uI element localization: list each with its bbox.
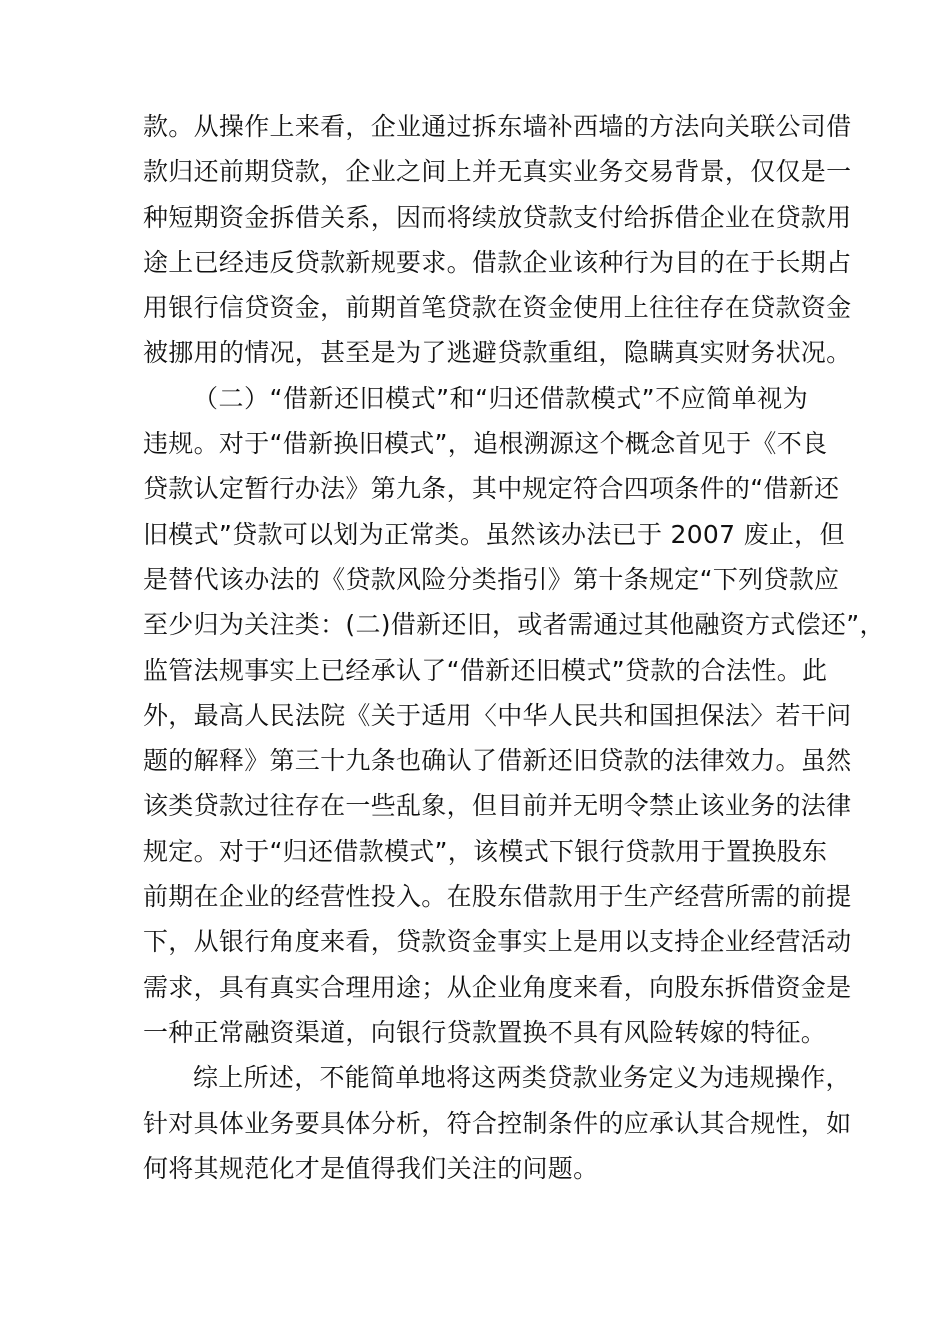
- paragraph-line: 针对具体业务要具体分析，符合控制条件的应承认其合规性，如: [143, 1108, 852, 1138]
- paragraph-line: 款。从操作上来看，企业通过拆东墙补西墙的方法向关联公司借: [143, 112, 852, 141]
- paragraph-line: 何将其规范化才是值得我们关注的问题。: [143, 1153, 599, 1183]
- paragraph-line: 途上已经违反贷款新规要求。借款企业该种行为目的在于长期占: [143, 247, 852, 277]
- paragraph-line: 至少归为关注类：(二)借新还旧，或者需通过其他融资方式偿还”，: [143, 610, 885, 640]
- paragraph-3: [143, 1055, 852, 1191]
- paragraph-line: 前期在企业的经营性投入。在股东借款用于生产经营所需的前提: [143, 882, 852, 912]
- paragraph-line: 款归还前期贷款，企业之间上并无真实业务交易背景，仅仅是一: [143, 157, 852, 187]
- paragraph-line: 用银行信贷资金，前期首笔贷款在资金使用上往往存在贷款资金: [143, 293, 852, 323]
- paragraph-line: 下，从银行角度来看，贷款资金事实上是用以支持企业经营活动: [143, 927, 852, 957]
- paragraph-line: 贷款认定暂行办法》第九条，其中规定符合四项条件的“借新还: [143, 474, 840, 504]
- paragraph-line: 该类贷款过往存在一些乱象，但目前并无明令禁止该业务的法律: [143, 791, 852, 821]
- paragraph-2: [143, 376, 885, 1055]
- paragraph-line: 规定。对于“归还借款模式”，该模式下银行贷款用于置换股东: [143, 836, 828, 866]
- paragraph-line: 综上所述，不能简单地将这两类贷款业务定义为违规操作，: [193, 1063, 851, 1093]
- paragraph-line: 种短期资金拆借关系，因而将续放贷款支付给拆借企业在贷款用: [143, 202, 852, 232]
- paragraph-line: 违规。对于“借新换旧模式”，追根溯源这个概念首见于《不良: [143, 429, 828, 459]
- paragraph-line: 旧模式”贷款可以划为正常类。虽然该办法已于 2007 废止，但: [143, 519, 845, 549]
- paragraph-line: （二）“借新还旧模式”和“归还借款模式”不应简单视为: [193, 383, 808, 413]
- paragraph-line: 监管法规事实上已经承认了“借新还旧模式”贷款的合法性。此: [143, 655, 828, 685]
- document-body: [143, 104, 885, 1191]
- paragraph-line: 是替代该办法的《贷款风险分类指引》第十条规定“下列贷款应: [143, 564, 840, 594]
- paragraph-line: 一种正常融资渠道，向银行贷款置换不具有风险转嫁的特征。: [143, 1017, 827, 1047]
- paragraph-1: [143, 104, 852, 376]
- paragraph-line: 外，最高人民法院《关于适用〈中华人民共和国担保法〉若干问: [143, 700, 852, 730]
- paragraph-line: 需求，具有真实合理用途；从企业角度来看，向股东拆借资金是: [143, 972, 852, 1002]
- paragraph-line: 被挪用的情况，甚至是为了逃避贷款重组，隐瞒真实财务状况。: [143, 338, 852, 368]
- paragraph-line: 题的解释》第三十九条也确认了借新还旧贷款的法律效力。虽然: [143, 746, 852, 776]
